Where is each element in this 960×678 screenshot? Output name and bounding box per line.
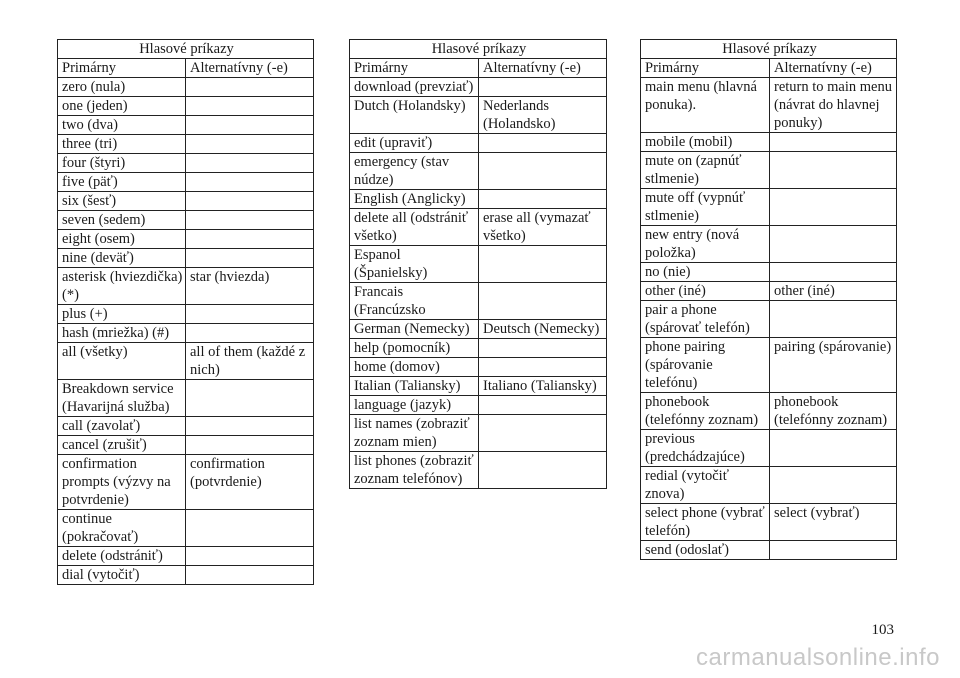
primary-command-cell: dial (vytočiť) xyxy=(58,566,186,585)
primary-command-cell: home (domov) xyxy=(350,358,479,377)
primary-command-cell: zero (nula) xyxy=(58,78,186,97)
alternative-command-cell xyxy=(770,467,897,504)
alternative-command-cell xyxy=(479,246,607,283)
column-header-alternative: Alternatívny (-e) xyxy=(770,59,897,78)
table-row xyxy=(58,135,314,154)
table-row xyxy=(58,192,314,211)
table-row xyxy=(350,134,607,153)
alternative-command-cell: pairing (spárovanie) xyxy=(770,338,897,393)
primary-command-cell: Espanol (Španielsky) xyxy=(350,246,479,283)
alternative-command-cell: erase all (vymazať všetko) xyxy=(479,209,607,246)
primary-command-cell: German (Nemecky) xyxy=(350,320,479,339)
table-row xyxy=(58,173,314,192)
alternative-command-cell: star (hviezda) xyxy=(186,268,314,305)
table-row xyxy=(58,417,314,436)
voice-commands-table-1 xyxy=(57,39,314,585)
alternative-command-cell xyxy=(770,301,897,338)
alternative-command-cell xyxy=(186,566,314,585)
table-row xyxy=(58,230,314,249)
table-row xyxy=(350,396,607,415)
primary-command-cell: delete (odstrániť) xyxy=(58,547,186,566)
table-row xyxy=(641,133,897,152)
primary-command-cell: nine (deväť) xyxy=(58,249,186,268)
table-row xyxy=(641,504,897,541)
column-header-primary: Primárny xyxy=(350,59,479,78)
table-row xyxy=(641,152,897,189)
primary-command-cell: select phone (vybrať telefón) xyxy=(641,504,770,541)
table-row xyxy=(58,249,314,268)
alternative-command-cell xyxy=(186,116,314,135)
table-row xyxy=(58,154,314,173)
alternative-command-cell xyxy=(479,452,607,489)
alternative-command-cell xyxy=(186,436,314,455)
table-row xyxy=(641,263,897,282)
alternative-command-cell: Nederlands (Holandsko) xyxy=(479,97,607,134)
alternative-command-cell xyxy=(186,547,314,566)
table-body xyxy=(350,78,607,489)
alternative-command-cell xyxy=(479,283,607,320)
alternative-command-cell xyxy=(186,305,314,324)
alternative-command-cell xyxy=(186,97,314,116)
primary-command-cell: edit (upraviť) xyxy=(350,134,479,153)
alternative-command-cell xyxy=(479,134,607,153)
alternative-command-cell: select (vybrať) xyxy=(770,504,897,541)
alternative-command-cell xyxy=(186,249,314,268)
table-row xyxy=(58,78,314,97)
primary-command-cell: cancel (zrušiť) xyxy=(58,436,186,455)
primary-command-cell: no (nie) xyxy=(641,263,770,282)
alternative-command-cell xyxy=(186,417,314,436)
primary-command-cell: asterisk (hviezdička) (*) xyxy=(58,268,186,305)
table-row xyxy=(58,97,314,116)
table-title: Hlasové príkazy xyxy=(641,40,897,59)
alternative-command-cell: phonebook (telefónny zoznam) xyxy=(770,393,897,430)
alternative-command-cell xyxy=(479,153,607,190)
alternative-command-cell xyxy=(770,430,897,467)
primary-command-cell: seven (sedem) xyxy=(58,211,186,230)
primary-command-cell: list names (zobraziť zoznam mien) xyxy=(350,415,479,452)
primary-command-cell: phonebook (telefónny zoznam) xyxy=(641,393,770,430)
alternative-command-cell: Italiano (Taliansky) xyxy=(479,377,607,396)
column-header-alternative: Alternatívny (-e) xyxy=(479,59,607,78)
table-row xyxy=(350,97,607,134)
alternative-command-cell xyxy=(479,396,607,415)
primary-command-cell: pair a phone (spárovať telefón) xyxy=(641,301,770,338)
primary-command-cell: help (pomocník) xyxy=(350,339,479,358)
alternative-command-cell: Deutsch (Nemecky) xyxy=(479,320,607,339)
table-row xyxy=(58,547,314,566)
alternative-command-cell xyxy=(186,324,314,343)
primary-command-cell: mute on (zapnúť stlmenie) xyxy=(641,152,770,189)
alternative-command-cell xyxy=(479,190,607,209)
table-row xyxy=(641,78,897,133)
table-row xyxy=(58,268,314,305)
table-row xyxy=(350,153,607,190)
alternative-command-cell xyxy=(186,380,314,417)
column-header-alternative: Alternatívny (-e) xyxy=(186,59,314,78)
primary-command-cell: mobile (mobil) xyxy=(641,133,770,152)
table-row xyxy=(58,116,314,135)
table-row xyxy=(58,455,314,510)
alternative-command-cell xyxy=(186,78,314,97)
primary-command-cell: list phones (zobraziť zoznam telefónov) xyxy=(350,452,479,489)
table-body xyxy=(641,78,897,560)
table-row xyxy=(58,324,314,343)
page-number: 103 xyxy=(871,622,894,638)
table-row xyxy=(350,415,607,452)
table-row xyxy=(58,305,314,324)
primary-command-cell: other (iné) xyxy=(641,282,770,301)
table-row xyxy=(641,282,897,301)
table-row xyxy=(350,358,607,377)
primary-command-cell: delete all (odstrániť všetko) xyxy=(350,209,479,246)
alternative-command-cell: other (iné) xyxy=(770,282,897,301)
voice-commands-table-2 xyxy=(349,39,607,489)
primary-command-cell: new entry (nová položka) xyxy=(641,226,770,263)
alternative-command-cell xyxy=(770,189,897,226)
primary-command-cell: all (všetky) xyxy=(58,343,186,380)
column-header-primary: Primárny xyxy=(641,59,770,78)
primary-command-cell: Francais (Francúzsko xyxy=(350,283,479,320)
primary-command-cell: one (jeden) xyxy=(58,97,186,116)
alternative-command-cell xyxy=(186,192,314,211)
alternative-command-cell xyxy=(479,78,607,97)
primary-command-cell: send (odoslať) xyxy=(641,541,770,560)
table-row xyxy=(350,339,607,358)
table-row xyxy=(350,209,607,246)
primary-command-cell: language (jazyk) xyxy=(350,396,479,415)
alternative-command-cell: return to main menu (návrat do hlavnej ponuky) xyxy=(770,78,897,133)
table-row xyxy=(350,452,607,489)
voice-commands-table-3 xyxy=(640,39,897,560)
alternative-command-cell xyxy=(186,154,314,173)
table-row xyxy=(350,377,607,396)
table-row xyxy=(58,436,314,455)
primary-command-cell: Italian (Taliansky) xyxy=(350,377,479,396)
primary-command-cell: English (Anglicky) xyxy=(350,190,479,209)
primary-command-cell: five (päť) xyxy=(58,173,186,192)
table-row xyxy=(58,343,314,380)
table-title: Hlasové príkazy xyxy=(350,40,607,59)
primary-command-cell: eight (osem) xyxy=(58,230,186,249)
table-row xyxy=(350,78,607,97)
primary-command-cell: mute off (vypnúť stlmenie) xyxy=(641,189,770,226)
watermark: carmanualsonline.info xyxy=(696,644,940,671)
table-row xyxy=(350,320,607,339)
primary-command-cell: confirmation prompts (výzvy na potvrdenie) xyxy=(58,455,186,510)
table-row xyxy=(350,283,607,320)
table-row xyxy=(641,189,897,226)
primary-command-cell: Dutch (Holandsky) xyxy=(350,97,479,134)
primary-command-cell: Breakdown service (Havarijná služba) xyxy=(58,380,186,417)
primary-command-cell: three (tri) xyxy=(58,135,186,154)
table-row xyxy=(58,211,314,230)
alternative-command-cell xyxy=(479,358,607,377)
primary-command-cell: continue (pokračovať) xyxy=(58,510,186,547)
primary-command-cell: download (prevziať) xyxy=(350,78,479,97)
alternative-command-cell xyxy=(770,226,897,263)
alternative-command-cell xyxy=(186,211,314,230)
alternative-command-cell xyxy=(186,173,314,192)
alternative-command-cell xyxy=(186,135,314,154)
table-row xyxy=(641,338,897,393)
primary-command-cell: six (šesť) xyxy=(58,192,186,211)
primary-command-cell: two (dva) xyxy=(58,116,186,135)
table-row xyxy=(58,566,314,585)
table-row xyxy=(641,301,897,338)
alternative-command-cell xyxy=(770,133,897,152)
table-row xyxy=(641,430,897,467)
table-row xyxy=(350,190,607,209)
alternative-command-cell: all of them (každé z nich) xyxy=(186,343,314,380)
primary-command-cell: plus (+) xyxy=(58,305,186,324)
alternative-command-cell xyxy=(186,510,314,547)
table-body xyxy=(58,78,314,585)
table-row xyxy=(641,393,897,430)
alternative-command-cell xyxy=(479,415,607,452)
alternative-command-cell xyxy=(770,152,897,189)
table-title: Hlasové príkazy xyxy=(58,40,314,59)
table-row xyxy=(641,541,897,560)
primary-command-cell: redial (vytočiť znova) xyxy=(641,467,770,504)
alternative-command-cell xyxy=(186,230,314,249)
table-row xyxy=(641,467,897,504)
primary-command-cell: emergency (stav núdze) xyxy=(350,153,479,190)
primary-command-cell: phone pairing (spárovanie telefónu) xyxy=(641,338,770,393)
alternative-command-cell: confirmation (potvrdenie) xyxy=(186,455,314,510)
table-row xyxy=(641,226,897,263)
table-row xyxy=(58,380,314,417)
primary-command-cell: main menu (hlavná ponuka). xyxy=(641,78,770,133)
primary-command-cell: hash (mriežka) (#) xyxy=(58,324,186,343)
alternative-command-cell xyxy=(479,339,607,358)
primary-command-cell: four (štyri) xyxy=(58,154,186,173)
table-row xyxy=(350,246,607,283)
primary-command-cell: call (zavolať) xyxy=(58,417,186,436)
alternative-command-cell xyxy=(770,263,897,282)
column-header-primary: Primárny xyxy=(58,59,186,78)
primary-command-cell: previous (predchádzajúce) xyxy=(641,430,770,467)
table-row xyxy=(58,510,314,547)
alternative-command-cell xyxy=(770,541,897,560)
